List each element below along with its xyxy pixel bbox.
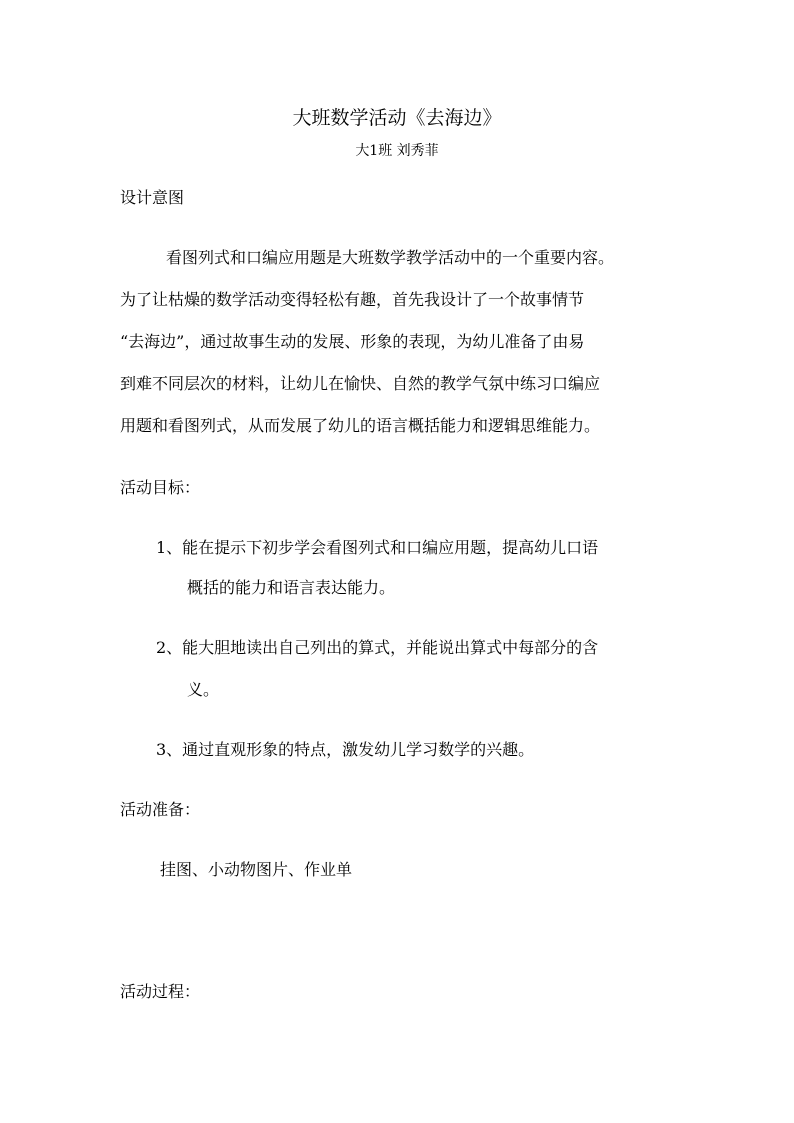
prep-materials: 挂图、小动物图片、作业单 — [160, 860, 353, 879]
goal-item-1: 1、能在提示下初步学会看图列式和口编应用题，提高幼儿口语 — [156, 538, 599, 557]
design-paragraph-line: 到难不同层次的材料，让幼儿在愉快、自然的教学气氛中练习口编应 — [120, 374, 601, 393]
process-heading: 活动过程： — [120, 982, 201, 1001]
design-paragraph-line: “去海边”，通过故事生动的发展、形象的表现，为幼儿准备了由易 — [120, 332, 585, 351]
design-heading: 设计意图 — [120, 188, 185, 207]
goal-item-3: 3、通过直观形象的特点，激发幼儿学习数学的兴趣。 — [156, 740, 535, 759]
document-title: 大班数学活动《去海边》 — [292, 107, 502, 129]
goal-item-2: 2、能大胆地读出自己列出的算式，并能说出算式中每部分的含 — [156, 638, 599, 657]
goal-item-1-continuation: 概括的能力和语言表达能力。 — [187, 578, 396, 597]
goals-heading: 活动目标： — [120, 478, 201, 497]
design-paragraph-line: 用题和看图列式，从而发展了幼儿的语言概括能力和逻辑思维能力。 — [120, 416, 601, 435]
goal-item-2-continuation: 义。 — [187, 680, 220, 699]
design-paragraph-line: 看图列式和口编应用题是大班数学教学活动中的一个重要内容。 — [166, 248, 615, 267]
prep-heading: 活动准备： — [120, 800, 201, 819]
design-paragraph-line: 为了让枯燥的数学活动变得轻松有趣，首先我设计了一个故事情节 — [120, 290, 585, 309]
document-subtitle: 大1班 刘秀菲 — [355, 143, 439, 159]
